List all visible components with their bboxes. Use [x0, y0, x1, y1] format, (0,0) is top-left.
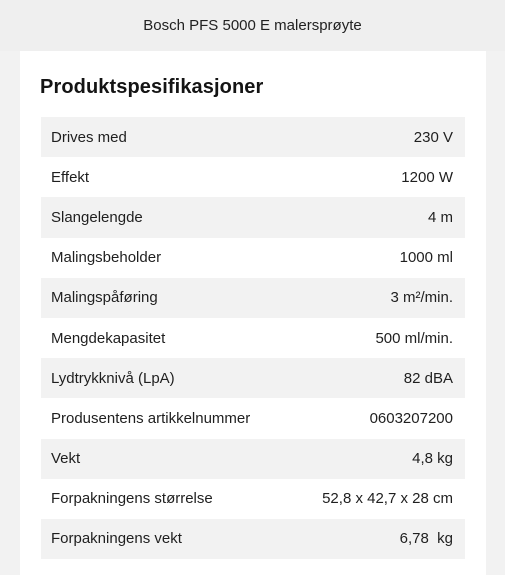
spec-row-malingspaforing	[41, 278, 465, 318]
spec-value: 52,8 x 42,7 x 28 cm	[322, 490, 453, 508]
spec-row-effekt	[41, 157, 465, 197]
spec-row-forpakningens-storrelse	[41, 479, 465, 519]
spec-row-vekt	[41, 439, 465, 479]
spec-row-forpakningens-vekt	[41, 519, 465, 559]
spec-label: Forpakningens størrelse	[51, 490, 213, 508]
spec-value: 500 ml/min.	[375, 329, 453, 347]
spec-value: 6,78 kg	[399, 530, 453, 548]
product-title-bar	[0, 0, 505, 51]
section-title: Produktspesifikasjoner	[40, 76, 264, 98]
spec-label: Slangelengde	[51, 208, 143, 226]
spec-row-drives-med	[41, 117, 465, 157]
spec-label: Lydtrykknivå (LpA)	[51, 369, 175, 387]
spec-value: 230 V	[413, 128, 453, 146]
spec-value: 0603207200	[369, 409, 453, 427]
spec-label: Effekt	[51, 168, 90, 186]
spec-value: 1000 ml	[399, 249, 453, 267]
spec-label: Malingspåføring	[51, 289, 158, 307]
spec-row-lydtrykkniva	[41, 358, 465, 398]
specifications-card	[20, 51, 486, 575]
spec-value: 4 m	[427, 208, 453, 226]
spec-value: 3 m²/min.	[390, 289, 453, 307]
spec-row-slangelengde	[41, 197, 465, 237]
spec-value: 1200 W	[401, 168, 453, 186]
spec-label: Mengdekapasitet	[51, 329, 166, 347]
spec-label: Vekt	[51, 450, 81, 468]
product-title: Bosch PFS 5000 E malersprøyte	[143, 17, 362, 34]
specifications-table	[41, 117, 465, 559]
spec-value: 82 dBA	[403, 369, 453, 387]
spec-row-artikkelnummer	[41, 398, 465, 438]
spec-label: Forpakningens vekt	[51, 530, 182, 548]
spec-label: Drives med	[51, 128, 127, 146]
spec-value: 4,8 kg	[412, 450, 453, 468]
spec-label: Malingsbeholder	[51, 249, 162, 267]
spec-row-mengdekapasitet	[41, 318, 465, 358]
spec-row-malingsbeholder	[41, 238, 465, 278]
spec-label: Produsentens artikkelnummer	[51, 409, 251, 427]
